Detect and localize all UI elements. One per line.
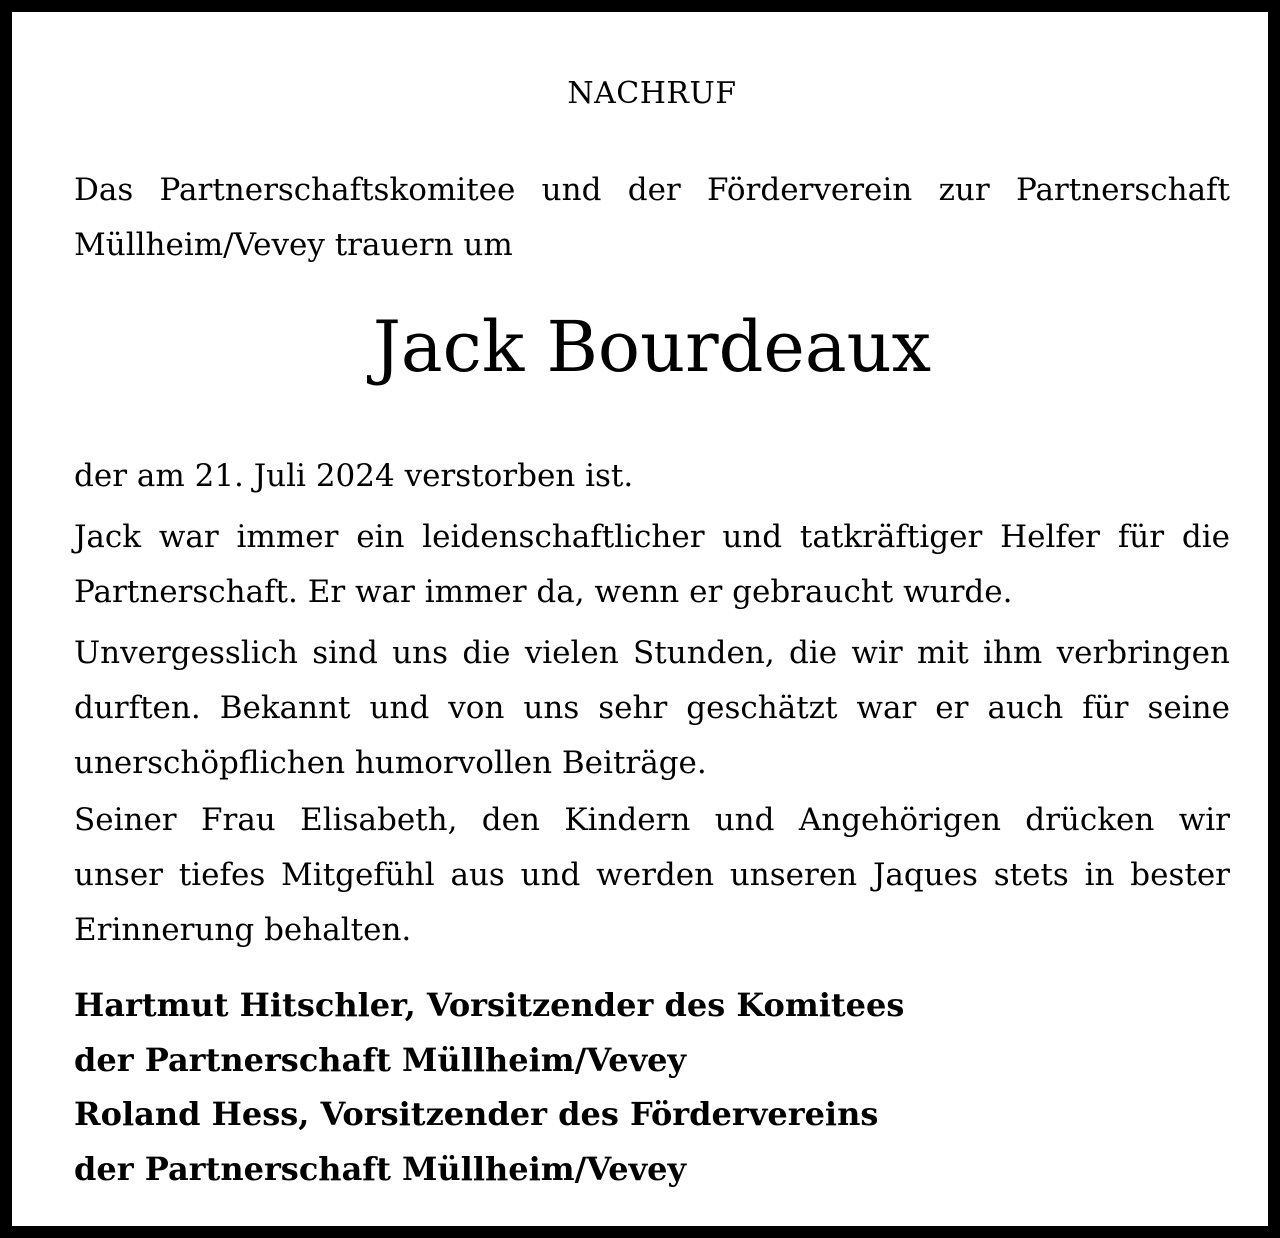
paragraph-line: Jack war immer ein leidenschaftlicher und tatkräftiger Helfer für die xyxy=(74,519,1230,555)
paragraph-line: Erinnerung behalten. xyxy=(74,912,412,948)
paragraph-helper xyxy=(74,510,1230,620)
paragraph-condolences xyxy=(74,793,1230,958)
signatory-organization-line: der Partnerschaft Müllheim/Vevey xyxy=(74,1041,687,1079)
deceased-name: Jack Bourdeaux xyxy=(372,306,932,388)
signatory-komitee xyxy=(74,978,1230,1088)
intro-line: Das Partnerschaftskomitee und der Förderverein zur Partnerschaft xyxy=(74,172,1230,208)
paragraph-memories xyxy=(74,626,1230,791)
paragraph-line: durften. Bekannt und von uns sehr geschätzt war er auch für seine xyxy=(74,690,1230,726)
signatory-foerderverein xyxy=(74,1087,1230,1197)
paragraph-line: unser tiefes Mitgefühl aus und werden unseren Jaques stets in bester xyxy=(74,857,1230,893)
paragraph-line: Seiner Frau Elisabeth, den Kindern und Angehörigen drücken wir xyxy=(74,802,1230,838)
paragraph-line: Unvergesslich sind uns die vielen Stunden, die wir mit ihm verbringen xyxy=(74,635,1230,671)
paragraph-line: unerschöpflichen humorvollen Beiträge. xyxy=(74,745,707,781)
signatory-name-line: Hartmut Hitschler, Vorsitzender des Komitees xyxy=(74,986,905,1024)
signatory-name-line: Roland Hess, Vorsitzender des Fördervereins xyxy=(74,1095,879,1133)
signatory-organization-line: der Partnerschaft Müllheim/Vevey xyxy=(74,1150,687,1188)
notice-heading: NACHRUF xyxy=(567,76,737,111)
death-date-line: der am 21. Juli 2024 verstorben ist. xyxy=(74,458,634,494)
intro-line: Müllheim/Vevey trauern um xyxy=(74,227,513,263)
paragraph-line: Partnerschaft. Er war immer da, wenn er gebraucht wurde. xyxy=(74,574,1013,610)
intro-text xyxy=(74,163,1230,273)
